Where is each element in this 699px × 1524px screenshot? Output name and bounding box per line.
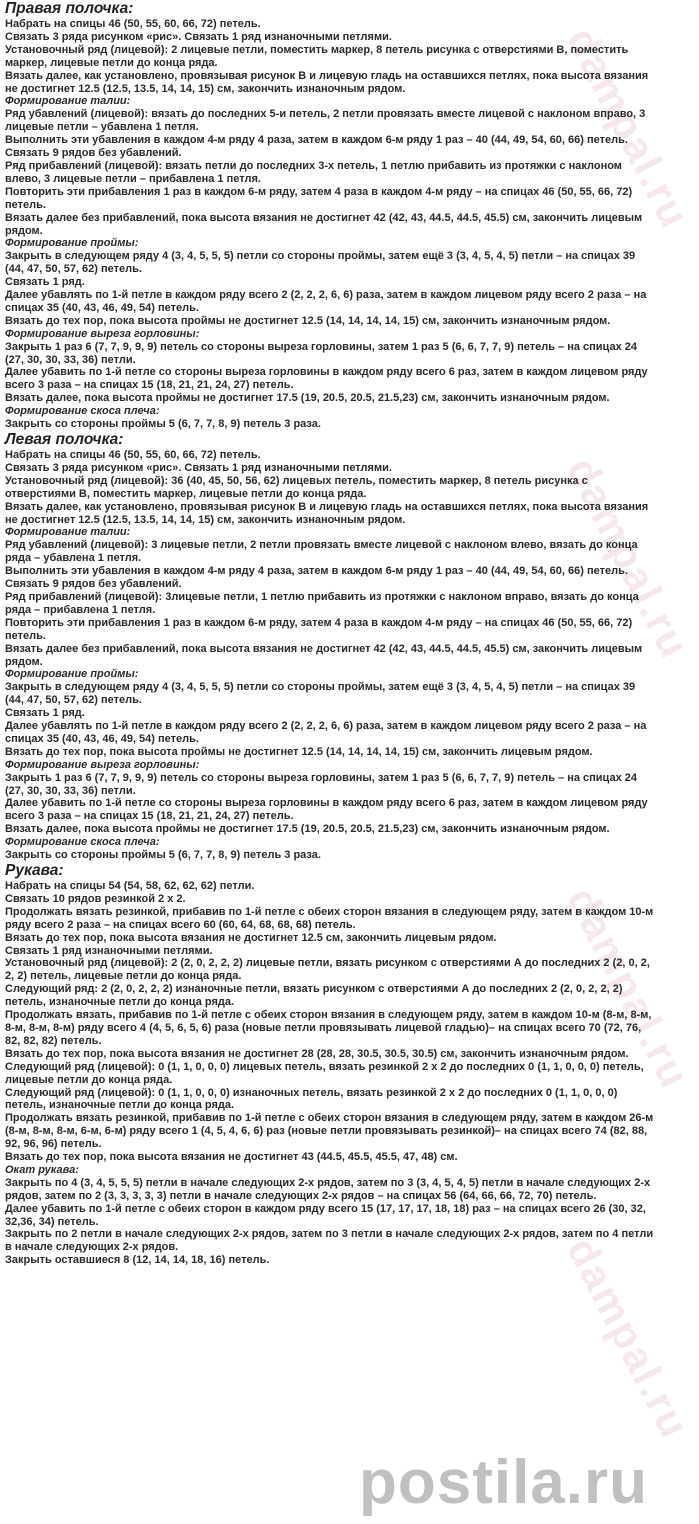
instruction-paragraph: Ряд убавлений (лицевой): 3 лицевые петли, 2 петли провязать вместе лицевой с наклоном влево, вязать до конца ряда – убавлена 1 петля. (5, 539, 638, 565)
subheading: Формирование проймы: (5, 668, 139, 681)
instruction-paragraph: Повторить эти прибавления 1 раз в каждом 6-м ряду, затем 4 раза в каждом 4-м ряду – на спицах 46 (50, 55, 66, 72) петель. (5, 616, 633, 642)
instruction-paragraph: Вязать далее, как установлено, провязывая рисунок В и лицевую гладь на оставшихся петлях, пока высота вязания не достигнет 12.5 (12.5, 13.5, 14, 14, 15) см, закончить изнаночным рядом. (5, 500, 649, 526)
instruction-paragraph: Закрыть 1 раз 6 (7, 7, 9, 9, 9) петель со стороны выреза горловины, затем 1 раз 5 (6, 6, 7, 7, 9) петель – на спицах 24 (27, 30, 30, 33, 36) петли. (5, 771, 637, 797)
instruction-paragraph: Вязать далее, как установлено, провязывая рисунок В и лицевую гладь на оставшихся петлях, пока высота вязания не достигнет 12.5 (12.5, 13.5, 14, 14, 15) см, закончить изнаночным рядом. (5, 69, 649, 95)
instruction-paragraph: Связать 1 ряд. (5, 707, 85, 720)
instruction-paragraph: Далее убавить по 1-й петле со стороны выреза горловины в каждом ряду всего 6 раз, затем в каждом лицевом ряду всего 3 раза – на спицах 15 (18, 21, 21, 24, 27) петель. (5, 797, 648, 823)
watermark: dampal.ru (558, 880, 699, 1097)
instruction-paragraph: Повторить эти прибавления 1 раз в каждом 6-м ряду, затем 4 раза в каждом 4-м ряду – на спицах 46 (50, 55, 66, 72) петель. (5, 185, 633, 211)
instruction-paragraph: Закрыть 1 раз 6 (7, 7, 9, 9, 9) петель со стороны выреза горловины, затем 1 раз 5 (6, 6, 7, 7, 9) петель – на спицах 24 (27, 30, 30, 33, 36) петли. (5, 340, 637, 366)
instruction-paragraph: Закрыть по 2 петли в начале следующих 2-х рядов, затем по 3 петли в начале следующих 2-х рядов, затем по 4 петли в начале следующих 2-х рядов. (5, 1228, 654, 1254)
watermark: dampal.ru (558, 1230, 699, 1447)
instruction-paragraph: Закрыть со стороны проймы 5 (6, 7, 7, 8, 9) петель 3 раза. (5, 418, 321, 431)
instruction-paragraph: Далее убавить по 1-й петле с обеих сторон в каждом ряду всего 15 (17, 17, 17, 18, 18) раз – на спицах всего 26 (30, 32, 32,36, 34) петель. (5, 1202, 646, 1228)
subheading: Окат рукава: (5, 1163, 79, 1176)
site-logo[interactable]: postila.ru (358, 1448, 648, 1517)
document (5, 0, 657, 1267)
subheading: Формирование талии: (5, 526, 131, 539)
instruction-paragraph: Связать 1 ряд изнаночными петлями. (5, 944, 213, 957)
instruction-paragraph: Вязать далее, пока высота проймы не достигнет 17.5 (19, 20.5, 20.5, 21.5,23) см, закончить изнаночным рядом. (5, 823, 610, 836)
subheading: Формирование скоса плеча: (5, 405, 160, 418)
section-title: Правая полочка: (5, 0, 134, 17)
instruction-paragraph: Связать 3 ряда рисунком «рис». Связать 1 ряд изнаночными петлями. (5, 461, 392, 474)
instruction-paragraph: Выполнить эти убавления в каждом 4-м ряду 4 раза, затем в каждом 6-м ряду 1 раз – 40 (44, 49, 54, 60, 66) петель. (5, 134, 628, 147)
watermark: dampal.ru (558, 450, 699, 667)
instruction-paragraph: Связать 9 рядов без убавлений. (5, 578, 182, 591)
instruction-paragraph: Установочный ряд (лицевой): 36 (40, 45, 50, 56, 62) лицевых петель, поместить маркер, 8 петель рисунка с отверстиями В, поместить маркер, лицевые петли до конца ряда. (5, 474, 588, 500)
instruction-paragraph: Закрыть по 4 (3, 4, 5, 5, 5) петли в начале следующих 2-х рядов, затем по 3 (3, 4, 5, 4, 5) петли в начале следующих 2-х рядов, затем по 2 (3, 3, 3, 3, 3) петли в начале следующих 2-х рядов – на спицах 56 (64, 66, 66, 72, 70) петель. (5, 1176, 651, 1202)
instruction-paragraph: Набрать на спицы 54 (54, 58, 62, 62, 62) петли. (5, 880, 255, 892)
section (5, 862, 657, 1267)
instruction-paragraph: Вязать далее без прибавлений, пока высота вязания не достигнет 42 (42, 43, 44.5, 44.5, 45.5) см, закончить лицевым рядом. (5, 211, 643, 237)
watermark: dampal.ru (558, 20, 699, 237)
instruction-paragraph: Связать 1 ряд. (5, 276, 85, 289)
instruction-paragraph: Следующий ряд (лицевой): 0 (1, 1, 0, 0, 0) изнаночных петель, вязать резинкой 2 х 2 до последних 0 (1, 1, 0, 0, 0) петель, изнаночные петли до конца ряда. (5, 1086, 618, 1112)
section-title: Рукава: (5, 862, 64, 879)
instruction-paragraph: Вязать далее, пока высота проймы не достигнет 17.5 (19, 20.5, 20.5, 21.5,23) см, закончить изнаночным рядом. (5, 392, 610, 405)
instruction-paragraph: Связать 10 рядов резинкой 2 х 2. (5, 892, 186, 905)
subheading: Формирование проймы: (5, 237, 139, 250)
instruction-paragraph: Далее убавлять по 1-й петле в каждом ряду всего 2 (2, 2, 2, 6, 6) раза, затем в каждом лицевом ряду всего 2 раза – на спицах 35 (40, 43, 46, 49, 54) петель. (5, 289, 647, 314)
instruction-paragraph: Далее убавить по 1-й петле со стороны выреза горловины в каждом ряду всего 6 раз, затем в каждом лицевом ряду всего 3 раза – на спицах 15 (18, 21, 21, 24, 27) петель. (5, 366, 648, 392)
instruction-paragraph: Вязать до тех пор, пока высота вязания не достигнет 28 (28, 28, 30.5, 30.5, 30.5) см, закончить изнаночным рядом. (5, 1047, 629, 1060)
instruction-paragraph: Закрыть оставшиеся 8 (12, 14, 14, 18, 16) петель. (5, 1254, 270, 1267)
instruction-paragraph: Продолжать вязать резинкой, прибавив по 1-й петле с обеих сторон вязания в следующем ряду, затем в каждом 10-м ряду всего 2 раза – на спицах всего 60 (60, 64, 68, 68, 68) петель. (5, 905, 654, 931)
instruction-paragraph: Закрыть в следующем ряду 4 (3, 4, 5, 5, 5) петли со стороны проймы, затем ещё 3 (3, 4, 5, 4, 5) петли – на спицах 39 (44, 47, 50, 57, 62) петель. (5, 250, 636, 276)
instruction-paragraph: Набрать на спицы 46 (50, 55, 60, 66, 72) петель. (5, 18, 261, 30)
instruction-paragraph: Установочный ряд (лицевой): 2 лицевые петли, поместить маркер, 8 петель рисунка с отверстиями В, поместить маркер, лицевые петли до конца ряда. (5, 43, 629, 69)
instruction-paragraph: Связать 3 ряда рисунком «рис». Связать 1 ряд изнаночными петлями. (5, 30, 392, 43)
instruction-paragraph: Закрыть в следующем ряду 4 (3, 4, 5, 5, 5) петли со стороны проймы, затем ещё 3 (3, 4, 5, 4, 5) петли – на спицах 39 (44, 47, 50, 57, 62) петель. (5, 681, 636, 707)
instruction-paragraph: Далее убавлять по 1-й петле в каждом ряду всего 2 (2, 2, 2, 6, 6) раза, затем в каждом лицевом ряду всего 2 раза – на спицах 35 (40, 43, 46, 49, 54) петель. (5, 720, 647, 745)
section-title: Левая полочка: (5, 431, 124, 448)
instruction-paragraph: Связать 9 рядов без убавлений. (5, 147, 182, 160)
instruction-paragraph: Набрать на спицы 46 (50, 55, 60, 66, 72) петель. (5, 449, 261, 461)
subheading: Формирование талии: (5, 95, 131, 108)
instruction-paragraph: Выполнить эти убавления в каждом 4-м ряду 4 раза, затем в каждом 6-м ряду 1 раз – 40 (44, 49, 54, 60, 66) петель. (5, 565, 628, 578)
instruction-paragraph: Вязать до тех пор, пока высота проймы не достигнет 12.5 (14, 14, 14, 14, 15) см, закончить лицевым рядом. (5, 745, 593, 758)
instruction-paragraph: Следующий ряд: 2 (2, 0, 2, 2, 2) изнаночные петли, вязать рисунком с отверстиями А до последних 2 (2, 0, 2, 2, 2) петель, изнаночные петли до конца ряда. (5, 983, 623, 1009)
instruction-paragraph: Установочный ряд (лицевой): 2 (2, 0, 2, 2, 2) лицевые петли, вязать рисунком с отверстиями А до последних 2 (2, 0, 2, 2, 2) петель, лицевые петли до конца ряда. (5, 957, 650, 983)
instruction-paragraph: Закрыть со стороны проймы 5 (6, 7, 7, 8, 9) петель 3 раза. (5, 849, 321, 862)
subheading: Формирование выреза горловины: (5, 758, 200, 771)
instruction-paragraph: Ряд убавлений (лицевой): вязать до последних 5-и петель, 2 петли провязать вместе лицевой с наклоном вправо, 3 лицевые петли – убавлена 1 петля. (5, 108, 646, 134)
section (5, 431, 657, 862)
instruction-paragraph: Ряд прибавлений (лицевой): вязать петли до последних 3-х петель, 1 петлю прибавить из протяжки с наклоном влево, 3 лицевые петли – прибавлена 1 петля. (5, 159, 622, 185)
instruction-paragraph: Вязать далее без прибавлений, пока высота вязания не достигнет 42 (42, 43, 44.5, 44.5, 45.5) см, закончить лицевым рядом. (5, 642, 643, 668)
instruction-paragraph: Вязать до тех пор, пока высота вязания не достигнет 12.5 см, закончить лицевым рядом. (5, 931, 497, 944)
instruction-paragraph: Следующий ряд (лицевой): 0 (1, 1, 0, 0, 0) лицевых петель, вязать резинкой 2 х 2 до последних 0 (1, 1, 0, 0, 0) петель, лицевые петли до конца ряда. (5, 1060, 644, 1086)
instruction-paragraph: Продолжать вязать, прибавив по 1-й петле с обеих сторон вязания в следующем ряду, затем в каждом 10-м (8-м, 8-м, 8-м, 8-м, 8-м) ряду всего 4 (4, 5, 6, 5, 6) раза (новые петли провязывать лицевой гладью)– на спицах всего 70 (72, 76, 82, 82, 82) петель. (5, 1009, 652, 1047)
subheading: Формирование выреза горловины: (5, 327, 200, 340)
instruction-paragraph: Вязать до тех пор, пока высота проймы не достигнет 12.5 (14, 14, 14, 14, 15) см, закончить изнаночным рядом. (5, 314, 611, 327)
instruction-paragraph: Продолжать вязать резинкой, прибавив по 1-й петле с обеих сторон вязания в следующем ряду, затем в каждом 26-м (8-м, 8-м, 8-м, 6-м, 6-м) ряду всего 1 (4, 5, 4, 6, 6) раз (новые петли провязывать резинкой)– на спицах всего 74 (82, 88, 92, 96, 96) петель. (5, 1112, 654, 1151)
section (5, 0, 657, 431)
instruction-paragraph: Ряд прибавлений (лицевой): 3лицевые петли, 1 петлю прибавить из протяжки с наклоном вправо, вязать до конца ряда – прибавлена 1 петля. (5, 590, 639, 616)
subheading: Формирование скоса плеча: (5, 836, 160, 849)
instruction-paragraph: Вязать до тех пор, пока высота вязания не достигнет 43 (44.5, 45.5, 45.5, 47, 48) см. (5, 1151, 458, 1164)
